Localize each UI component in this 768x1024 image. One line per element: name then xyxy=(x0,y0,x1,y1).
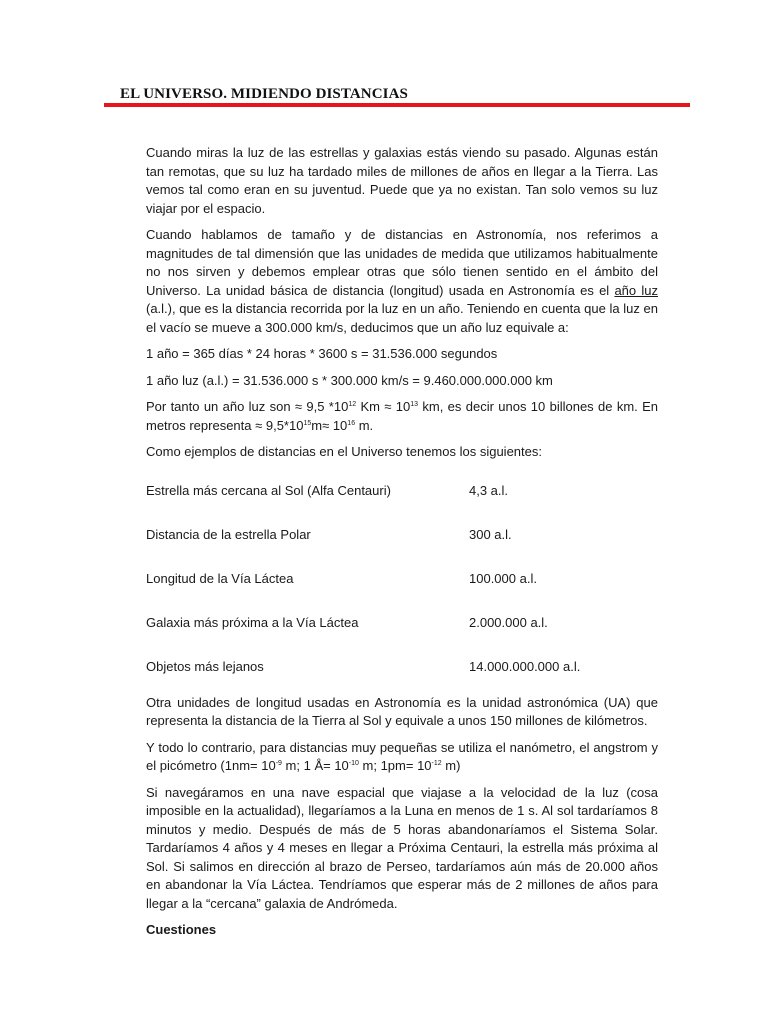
distance-value: 2.000.000 a.l. xyxy=(469,614,548,630)
p3-exp-4: 16 xyxy=(347,419,356,427)
equation-light-year-km: 1 año luz (a.l.) = 31.536.000 s * 300.000 km/s = 9.460.000.000.000 km xyxy=(146,372,553,388)
distance-name: Estrella más cercana al Sol (Alfa Centauri) xyxy=(146,482,391,498)
p3-text-f: m. xyxy=(355,417,374,433)
p6-text-c: m; 1pm= 10 xyxy=(358,758,432,773)
p6-exp-3: -12 xyxy=(431,760,442,767)
p3-exp-3: 15 xyxy=(303,419,312,427)
p3-text-a: Por tanto un año luz son ≈ 9,5 *10 xyxy=(146,399,349,414)
paragraph-units-text-1: Cuando hablamos de tamaño y de distancias en Astronomía, nos referimos a magnitudes de tal dimensión que las unidades de medida que utilizamos habitualmente no nos sirven y debemos emplear otras que sólo tienen sentido en el ámbito del Universo. La unidad básica de distancia (longitud) usada en Astronomía es el xyxy=(146,227,658,298)
distance-name: Longitud de la Vía Láctea xyxy=(146,570,294,586)
p6-text-d: m) xyxy=(441,758,461,773)
distances-table xyxy=(146,482,658,684)
p6-exp-2: -10 xyxy=(348,760,359,767)
distance-row xyxy=(146,658,658,684)
distance-row xyxy=(146,482,658,526)
distance-name: Galaxia más próxima a la Vía Láctea xyxy=(146,614,359,630)
p6-text-a: Y todo lo contrario, para distancias muy pequeñas se utiliza el nanómetro, el angstrom y el picómetro (1nm= 10 xyxy=(146,739,658,773)
paragraph-intro: Cuando miras la luz de las estrellas y galaxias estás viendo su pasado. Algunas están tan remotas, que su luz ha tardado miles de millones de años en llegar a la Tierra. Las vemos tal como eran en su juventud. Puede que ya no existan. Tan solo vemos su luz viajar por el espacio. xyxy=(146,145,658,216)
section-heading-cuestiones: Cuestiones xyxy=(146,922,217,937)
document-body xyxy=(146,144,658,948)
paragraph-units xyxy=(146,226,658,337)
paragraph-examples-intro: Como ejemplos de distancias en el Universo tenemos los siguientes: xyxy=(146,444,542,459)
p3-text-c: km, es decir unos 10 billones de km. En metros representa ≈ 9,5*10 xyxy=(146,399,658,433)
distance-row xyxy=(146,570,658,614)
paragraph-light-speed-travel: Si navegáramos en una nave espacial que viajase a la velocidad de la luz (cosa imposible en la actualidad), llegaríamos a la Luna en menos de 1 s. Al sol tardaríamos 8 minutos y medio. Después de más de 5 horas abandonaríamos el Sistema Solar. Tardaríamos 4 años y 4 meses en llegar a Próxima Centauri, la estrella más próxima al Sol. Si salimos en dirección al brazo de Perseo, tardaríamos aún más de 20.000 años en abandonar la Vía Láctea. Tendríamos que esperar más de 2 millones de años para llegar a la “cercana” galaxia de Andrómeda. xyxy=(146,784,658,911)
p3-text-d: m≈ 10 xyxy=(311,417,348,433)
paragraph-units-text-2: (a.l.), que es la distancia recorrida por la luz en un año. Teniendo en cuenta que la luz en el vacío se mueve a 300.000 km/s, deducimos que un año luz equivale a: xyxy=(146,301,658,335)
distance-value: 300 a.l. xyxy=(469,526,512,542)
distance-value: 4,3 a.l. xyxy=(469,482,509,498)
equation-year-seconds: 1 año = 365 días * 24 horas * 3600 s = 31.536.000 segundos xyxy=(146,346,498,361)
distance-row xyxy=(146,526,658,570)
title-underline-rule xyxy=(104,103,690,107)
distance-name: Objetos más lejanos xyxy=(146,658,264,674)
p3-text-b: Km ≈ 10 xyxy=(356,399,411,414)
distance-value: 100.000 a.l. xyxy=(469,570,537,586)
distance-row xyxy=(146,614,658,658)
p3-exp-1: 12 xyxy=(348,401,357,408)
distance-name: Distancia de la estrella Polar xyxy=(146,526,311,542)
ano-luz-term: año luz xyxy=(614,282,658,298)
paragraph-light-year-approx xyxy=(146,398,658,435)
document-title: EL UNIVERSO. MIDIENDO DISTANCIAS xyxy=(120,86,408,102)
paragraph-small-units xyxy=(146,739,658,776)
paragraph-astronomical-unit: Otra unidades de longitud usadas en Astronomía es la unidad astronómica (UA) que representa la distancia de la Tierra al Sol y equivale a unos 150 millones de kilómetros. xyxy=(146,694,658,728)
p6-text-b: m; 1 Å= 10 xyxy=(281,758,349,773)
p6-exp-1: -9 xyxy=(275,760,282,767)
distance-value: 14.000.000.000 a.l. xyxy=(469,658,581,674)
p3-exp-2: 13 xyxy=(410,401,419,408)
